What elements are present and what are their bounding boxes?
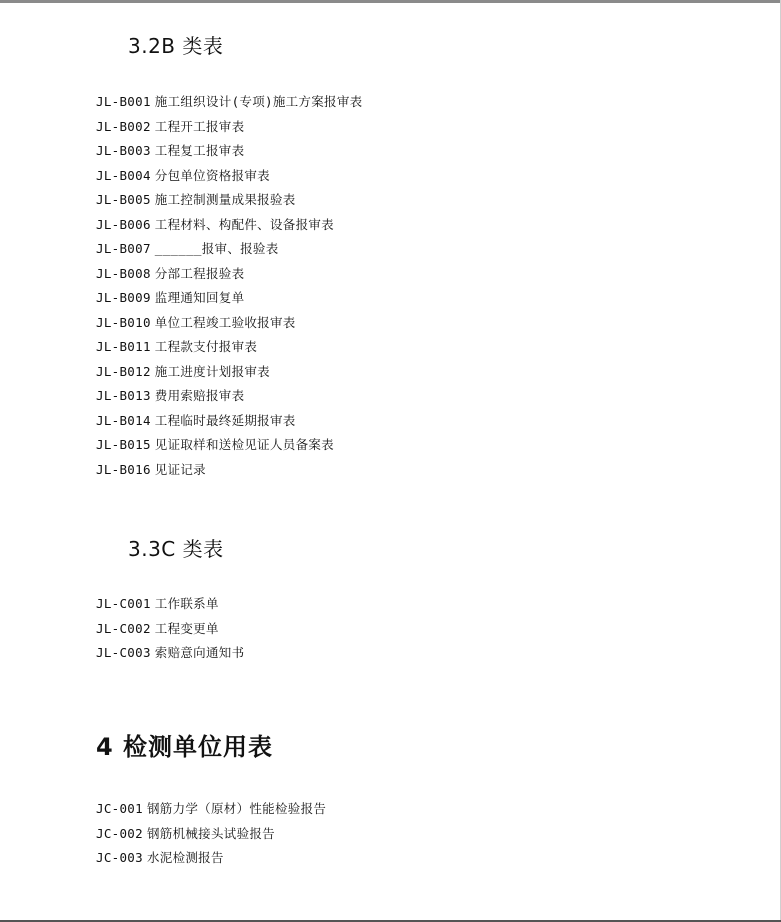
form-code: JL-B016	[96, 461, 151, 477]
form-list-item	[96, 90, 362, 115]
form-title: 索赔意向通知书	[154, 645, 245, 660]
form-title: 工程变更单	[154, 620, 219, 636]
form-code: JL-B007	[96, 241, 151, 256]
form-code: JL-B002	[96, 118, 151, 134]
form-code: JL-B009	[96, 290, 151, 305]
form-list-item	[96, 592, 244, 617]
form-list-item	[96, 617, 244, 642]
form-list-item	[96, 311, 362, 336]
form-title: 钢筋机械接头试验报告	[146, 825, 275, 841]
form-code: JL-B014	[96, 412, 151, 428]
form-list-item	[96, 360, 362, 385]
form-title: 工程材料、构配件、设备报审表	[154, 216, 334, 232]
form-title: 费用索赔报审表	[154, 388, 245, 403]
page-top-border	[0, 0, 781, 3]
form-title: 水泥检测报告	[146, 850, 224, 865]
form-code: JL-B010	[96, 314, 151, 330]
form-title: 施工进度计划报审表	[154, 363, 270, 379]
form-title: 分部工程报验表	[154, 265, 245, 281]
form-list-item	[96, 335, 362, 360]
form-code: JL-B003	[96, 143, 151, 158]
form-title: ______报审、报验表	[154, 241, 279, 256]
form-code: JL-B008	[96, 265, 151, 281]
form-code: JL-C002	[96, 620, 151, 636]
form-list-item	[96, 641, 244, 666]
form-title: 钢筋力学（原材）性能检验报告	[146, 801, 327, 816]
form-list-item	[96, 188, 362, 213]
form-list-item	[96, 384, 362, 409]
form-code: JC-002	[96, 825, 143, 841]
section-heading-c: 3.3C 类表	[128, 537, 224, 561]
form-code: JL-B006	[96, 216, 151, 232]
form-list-c	[96, 592, 244, 666]
form-code: JL-C003	[96, 645, 151, 660]
section-heading-testing: 4 检测单位用表	[96, 733, 274, 761]
form-code: JC-003	[96, 850, 143, 865]
form-title: 见证记录	[154, 461, 206, 477]
form-list-item	[96, 797, 326, 822]
form-code: JL-B001	[96, 94, 151, 109]
form-title: 工程复工报审表	[154, 143, 245, 158]
form-list-item	[96, 286, 362, 311]
form-code: JL-B012	[96, 363, 151, 379]
form-title: 施工组织设计(专项)施工方案报审表	[154, 94, 363, 109]
form-code: JC-001	[96, 801, 143, 816]
form-title: 工程款支付报审表	[154, 339, 258, 354]
form-code: JL-B013	[96, 388, 151, 403]
form-title: 工程临时最终延期报审表	[154, 412, 296, 428]
form-title: 单位工程竣工验收报审表	[154, 314, 296, 330]
form-list-item	[96, 846, 326, 871]
form-title: 分包单位资格报审表	[154, 167, 270, 183]
form-title: 见证取样和送检见证人员备案表	[154, 437, 334, 452]
form-list-item	[96, 237, 362, 262]
form-list-item	[96, 433, 362, 458]
form-list-b	[96, 90, 362, 482]
section-heading-b: 3.2B 类表	[128, 34, 224, 58]
form-list-item	[96, 139, 362, 164]
form-code: JL-B015	[96, 437, 151, 452]
form-list-testing	[96, 797, 326, 871]
form-list-item	[96, 822, 326, 847]
form-list-item	[96, 115, 362, 140]
form-list-item	[96, 164, 362, 189]
form-title: 工作联系单	[154, 596, 219, 611]
form-title: 工程开工报审表	[154, 118, 245, 134]
form-code: JL-B004	[96, 167, 151, 183]
form-list-item	[96, 262, 362, 287]
form-code: JL-C001	[96, 596, 151, 611]
form-list-item	[96, 409, 362, 434]
form-code: JL-B005	[96, 192, 151, 207]
form-title: 监理通知回复单	[154, 290, 245, 305]
form-list-item	[96, 458, 362, 483]
form-list-item	[96, 213, 362, 238]
form-code: JL-B011	[96, 339, 151, 354]
form-title: 施工控制测量成果报验表	[154, 192, 296, 207]
